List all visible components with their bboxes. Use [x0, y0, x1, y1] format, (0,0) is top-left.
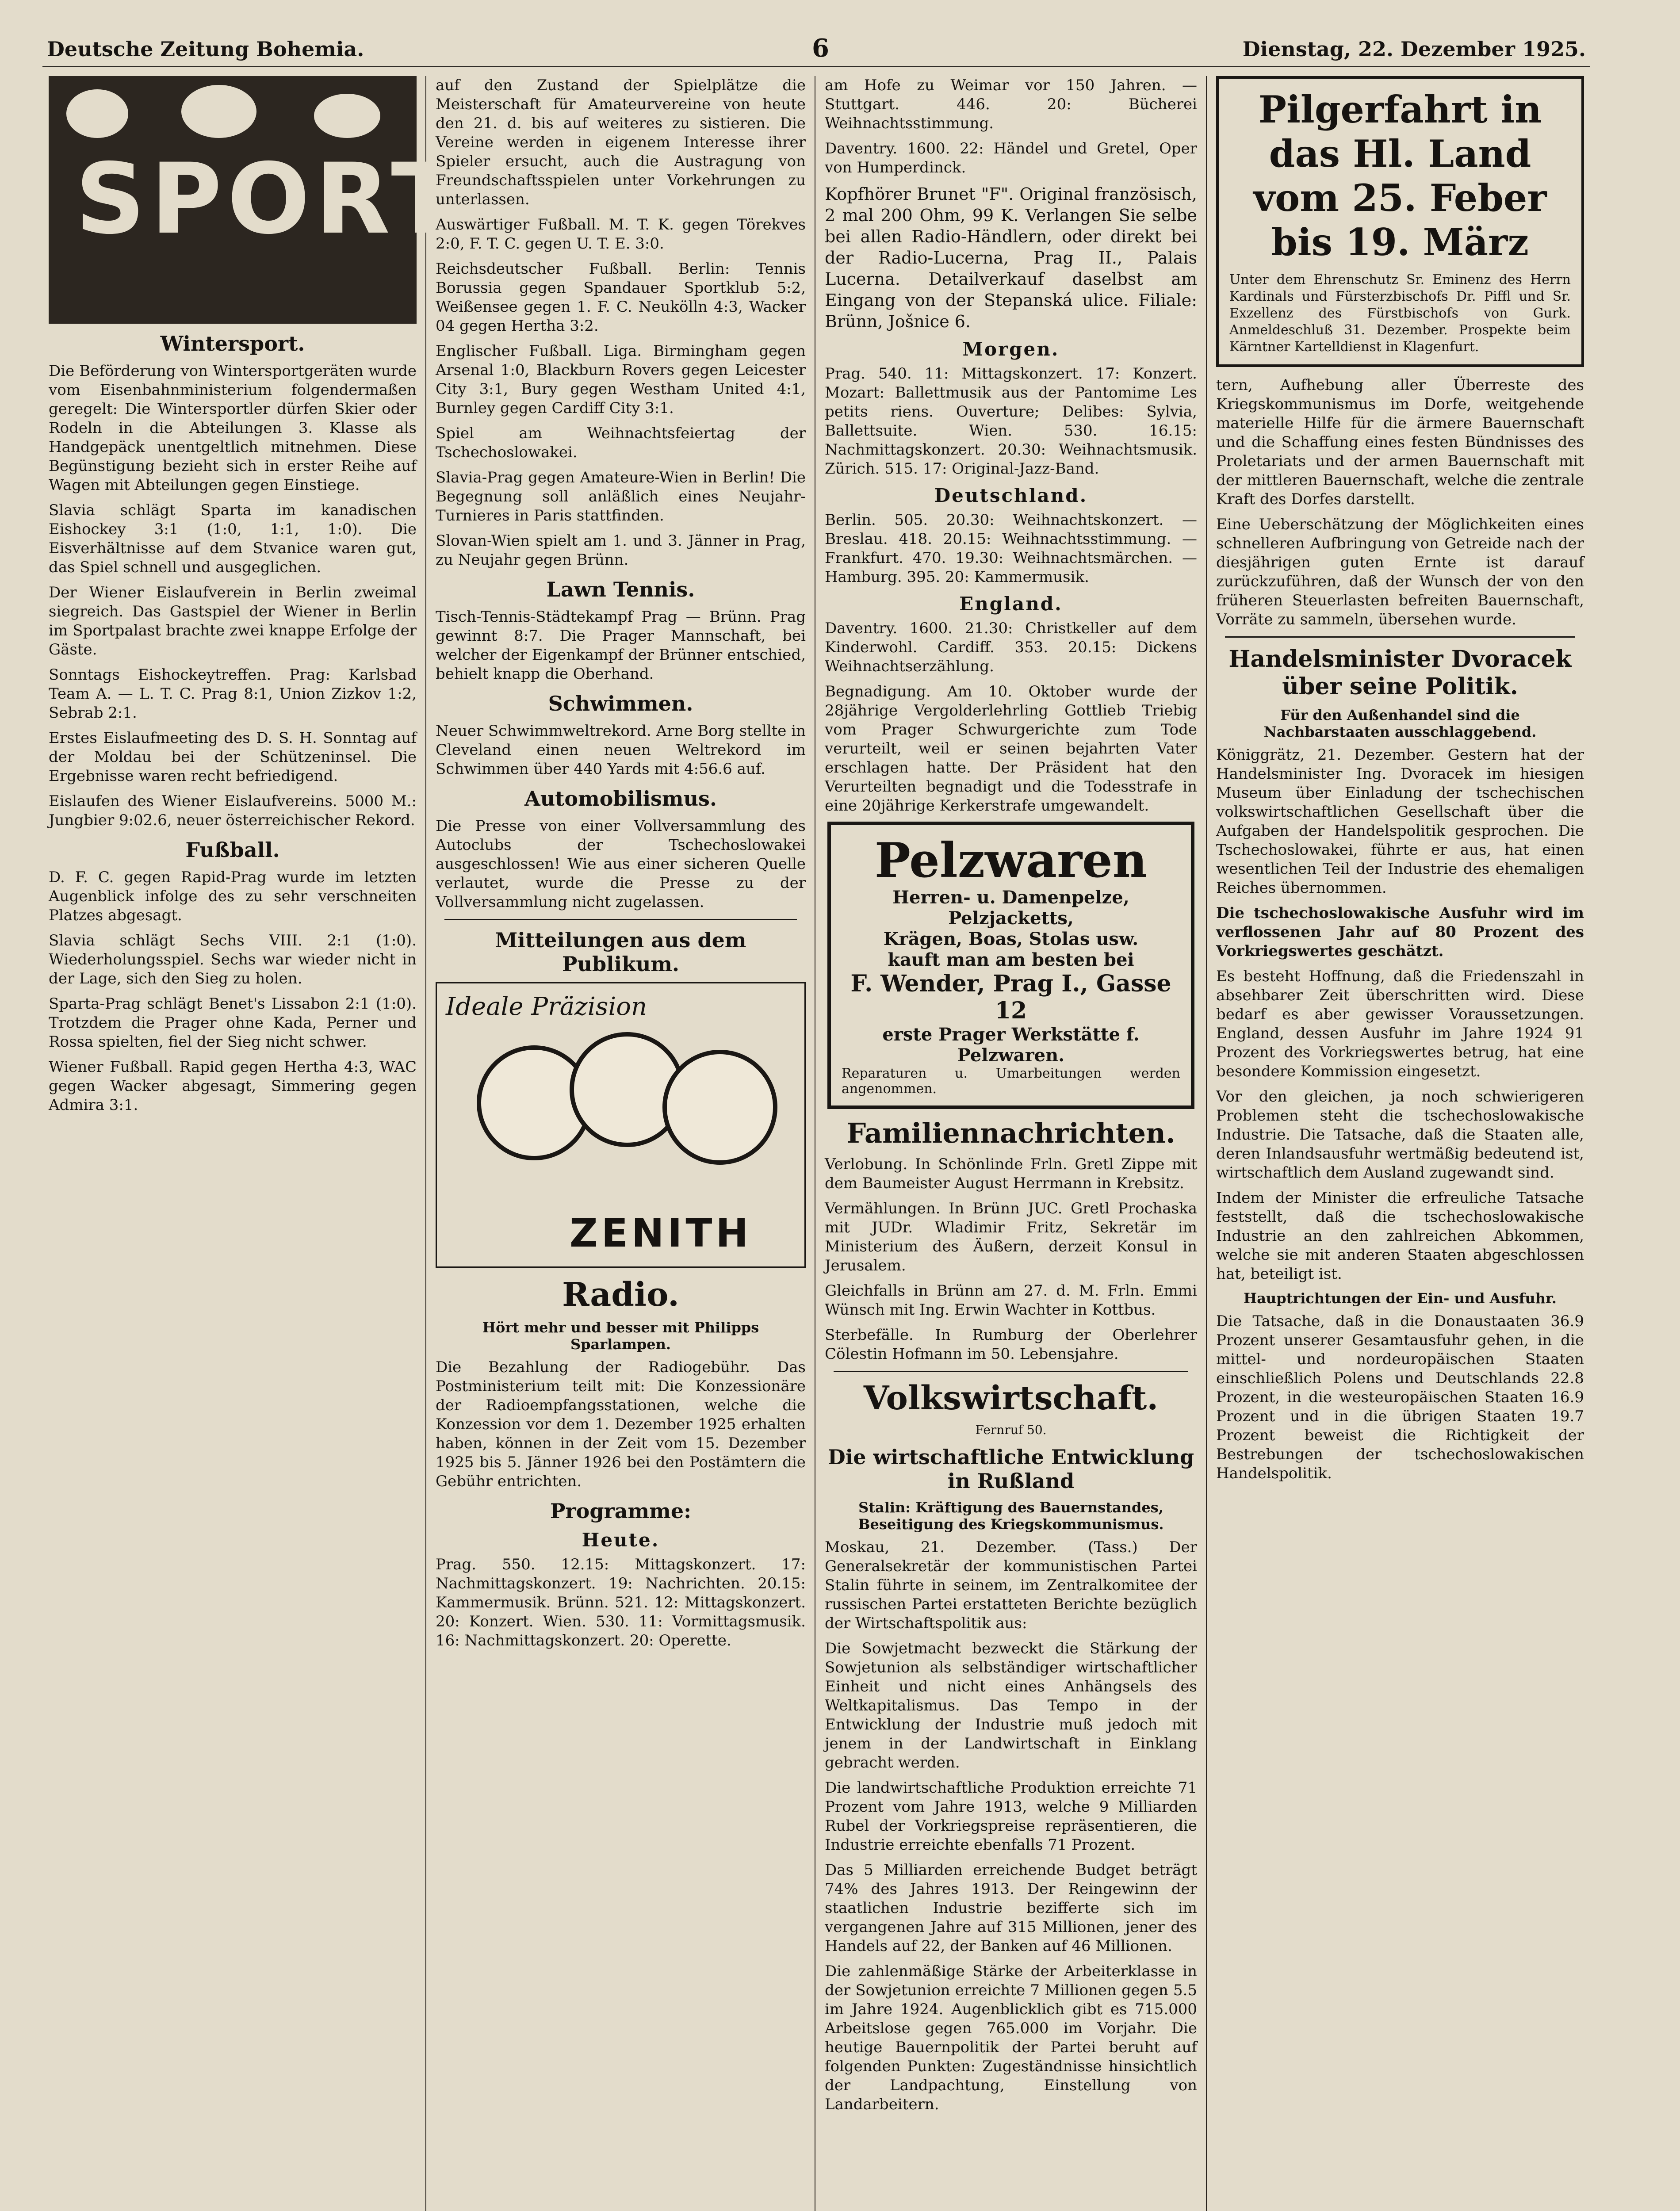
handelsminister-subheading: Für den Außenhandel sind die Nachbarstaaten ausschlaggebend.: [1263, 707, 1537, 740]
column-3: [819, 76, 1203, 2211]
article-paragraph: Die landwirtschaftliche Produktion erreichte 71 Prozent vom Jahre 1913, welche 9 Milliarden Rubel der Vorkriegspreise repräsentieren, die Industrie erreichte ebenfalls 71 Prozent.: [825, 1779, 1197, 1854]
athlete-figure-icon: [314, 94, 380, 138]
sport-banner-title: SPORT: [75, 142, 463, 256]
article-paragraph: Vermählungen. In Brünn JUC. Gretl Prochaska mit JUDr. Wladimir Fritz, Sekretär im Ministerium des Äußern, derzeit Konsul in Jerusalem.: [825, 1200, 1197, 1274]
radio-advertisement: Kopfhörer Brunet "F". Original französisch, 2 mal 200 Ohm, 99 K. Verlangen Sie selbe bei allen Radio-Händlern, oder direkt bei der Radio-Lucerna, Prag II., Palais Lucerna. Detailverkauf daselbst am Eingang von der Stepanská ulice. Filiale: Brünn, Jošnice 6.: [825, 184, 1197, 331]
column-2: [429, 76, 812, 2211]
article-paragraph: Englischer Fußball. Liga. Birmingham gegen Arsenal 1:0, Blackburn Rovers gegen Leicester City 3:1, Bury gegen Westham United 4:1, Burnley gegen Cardiff City 3:1.: [436, 342, 806, 417]
article-paragraph: Eine Ueberschätzung der Möglichkeiten eines schnelleren Aufbringung von Getreide nach der diesjährigen guten Ernte ist darauf zurückzuführen, daß der Wunsch der von den früheren Steuerlasten befreiten Bauernschaft, Vorräte zu sammeln, übersehen wurde.: [1216, 516, 1584, 628]
pilgerfahrt-note: Unter dem Ehrenschutz Sr. Eminenz des Herrn Kardinals und Fürsterzbischofs Dr. Piffl und Sr. Exzellenz des Fürstbischofs von Gurk. Anmeldeschluß 31. Dezember. Prospekte beim Kärntner Kartelldienst in Klagenfurt.: [1229, 272, 1571, 355]
article-paragraph: Tisch-Tennis-Städtekampf Prag — Brünn. Prag gewinnt 8:7. Die Prager Mannschaft, bei welcher der Eigenkampf der Brünner entschied, behielt knapp die Oberhand.: [436, 608, 806, 683]
article-paragraph: Slavia schlägt Sparta im kanadischen Eishockey 3:1 (1:0, 1:1, 1:0). Die Eisverhältnisse auf dem Stvanice waren gut, das Spiel schnell und ausgeglichen.: [49, 501, 417, 576]
article-paragraph: Die Tatsache, daß in die Donaustaaten 36.9 Prozent unserer Gesamtausfuhr gehen, in die mittel- und nordeuropäischen Staaten einschließlich Polens und Deutschlands 22.8 Prozent, in die westeuropäischen Staaten 16.9 Prozent und in die übrigen Staaten 19.7 Prozent beweist die Richtigkeit der Bestrebungen der tschechoslowakischen Handelspolitik.: [1216, 1312, 1584, 1482]
auto-heading: Automobilismus.: [524, 787, 717, 811]
handelsminister-heading: Handelsminister Dvoracek über seine Politik.: [1228, 646, 1572, 700]
zenith-advertisement: [436, 982, 806, 1268]
article-paragraph: D. F. C. gegen Rapid-Prag wurde im letzten Augenblick infolge des zu sehr verschneiten Platzes abgesagt.: [49, 868, 417, 924]
article-paragraph: Gleichfalls in Brünn am 27. d. M. Frln. Emmi Wünsch mit Ing. Erwin Wachter in Kottbus.: [825, 1282, 1197, 1319]
article-paragraph: Der Wiener Eislaufverein in Berlin zweimal siegreich. Das Gastspiel der Wiener in Berlin im Sportpalast brachte zwei knappe Erfolge der Gäste.: [49, 584, 417, 658]
header-date: Dienstag, 22. Dezember 1925.: [1242, 37, 1586, 61]
article-paragraph: Die Sowjetmacht bezweckt die Stärkung der Sowjetunion als selbständiger wirtschaftlicher Einheit und nicht eines Anhängsels des Weltkapitalismus. Das Tempo in der Entwicklung der Industrie muß jedoch mit jenem in der Landwirtschaft in Einklang gebracht werden.: [825, 1640, 1197, 1771]
familie-heading: Familiennachrichten.: [846, 1117, 1175, 1149]
hauptrichtungen-heading: Hauptrichtungen der Ein- und Ausfuhr.: [1243, 1290, 1557, 1307]
article-paragraph: Die zahlenmäßige Stärke der Arbeiterklasse in der Sowjetunion erreichte 7 Millionen gegen 5.5 im Jahre 1924. Augenblicklich gibt es 715.000 Arbeitslose gegen 765.000 im Vorjahr. Die heutige Bauernpolitik der Partei beruht auf folgenden Punkten: Zugeständnisse hinsichtlich der Landpachtung, Einstellung von Landarbeitern.: [825, 1962, 1197, 2113]
article-paragraph: Eislaufen des Wiener Eislaufvereins. 5000 M.: Jungbier 9:02.6, neuer österreichischer Rekord.: [49, 792, 417, 829]
article-paragraph: Auswärtiger Fußball. M. T. K. gegen Törekves 2:0, F. T. C. gegen U. T. E. 3:0.: [436, 216, 806, 252]
article-paragraph: Vor den gleichen, ja noch schwierigeren Problemen steht die tschechoslowakische Industrie. Die Tatsache, daß die Staaten alle, deren Inlandsausfuhr wertmäßig bedeutend ist, wirtschaftlich dem Ausland zugewandt sind.: [1216, 1088, 1584, 1182]
programme-heading: Programme:: [550, 1499, 692, 1523]
pocket-watch-icon: [662, 1050, 777, 1165]
article-paragraph: Berlin. 505. 20.30: Weihnachtskonzert. — Breslau. 418. 20.15: Weihnachtsstimmung. — Frankfurt. 470. 19.30: Weihnachtsmärchen. — Hamburg. 395. 20: Kammermusik.: [825, 511, 1197, 586]
article-paragraph: am Hofe zu Weimar vor 150 Jahren. — Stuttgart. 446. 20: Bücherei Weihnachtsstimmung.: [825, 77, 1197, 132]
article-paragraph: Erstes Eislaufmeeting des D. S. H. Sonntag auf der Moldau bei der Schützeninsel. Die Ergebnisse waren recht befriedigend.: [49, 729, 417, 785]
article-paragraph: Slavia-Prag gegen Amateure-Wien in Berlin! Die Begegnung soll anläßlich eines Neujahr-Turnieres in Paris stattfinden.: [436, 469, 806, 524]
column-1: [42, 76, 463, 2211]
sport-banner: [49, 76, 463, 324]
wintersport-heading: Wintersport.: [160, 332, 305, 356]
athlete-figure-icon: [181, 85, 256, 138]
volkswirtschaft-phone: Fernruf 50.: [975, 1423, 1047, 1437]
article-paragraph: Sonntags Eishockeytreffen. Prag: Karlsbad Team A. — L. T. C. Prag 8:1, Union Zizkov 1:2, Sebrab 2:1.: [49, 666, 417, 722]
radio-tagline: Hört mehr und besser mit Philipps Sparlampen.: [482, 1319, 759, 1353]
article-paragraph: auf den Zustand der Spielplätze die Meisterschaft für Amateurvereine von heute den 21. d. bis auf weiteres zu sistieren. Die Vereine werden in eigenem Interesse ihrer Spieler ersucht, auch die Austragung von Freundschaftsspielen unter Vorkehrungen zu unterlassen.: [436, 77, 806, 208]
pelzwaren-line: Herren- u. Damenpelze, Pelzjacketts,: [892, 887, 1129, 929]
article-paragraph: Verlobung. In Schönlinde Frln. Gretl Zippe mit dem Baumeister August Herrmann in Krebsitz.: [825, 1155, 1197, 1192]
pelzwaren-line: kauft man am besten bei: [888, 949, 1134, 970]
article-paragraph: tern, Aufhebung aller Überreste des Kriegskommunismus im Dorfe, weitgehende materielle Hilfe für die ärmere Bauernschaft und die Schaffung eines festen Bündnisses des Proletariats und der armen Bauernschaft mit der mittleren Bauernschaft, welche die zentrale Kraft des Dorfes darstellt.: [1216, 376, 1584, 508]
article-paragraph: Das 5 Milliarden erreichende Budget beträgt 74% des Jahres 1913. Der Reingewinn der staatlichen Industrie bezifferte sich im vergangenen Jahre auf 315 Millionen, jener des Handels auf 22, der Banken auf 46 Millionen.: [825, 1861, 1197, 1955]
pelzwaren-advertisement: [827, 822, 1194, 1109]
schwimmen-heading: Schwimmen.: [548, 692, 693, 715]
article-paragraph: Prag. 550. 12.15: Mittagskonzert. 17: Nachmittagskonzert. 19: Nachrichten. 20.15: Kammermusik. Brünn. 521. 12: Mittagskonzert. 20: Konzert. Wien. 530. 11: Vormittagsmusik. 16: Nachmittagskonzert. 20: Operette.: [436, 1556, 806, 1649]
pelzwaren-line: Krägen, Boas, Stolas usw.: [883, 929, 1139, 949]
volkswirtschaft-heading: Volkswirtschaft.: [863, 1379, 1159, 1417]
divider: [444, 919, 797, 920]
column-4: [1210, 76, 1590, 2211]
programme-today: Heute.: [582, 1529, 660, 1551]
article-paragraph: Die Beförderung von Wintersportgeräten wurde vom Eisenbahnministerium folgendermaßen geregelt: Die Wintersportler dürfen Skier oder Rodeln in die Abteilungen 3. Klasse als Handgepäck unentgeltlich mitnehmen. Diese Begünstigung bezieht sich in erster Reihe auf Wagen mit Abteilungen gegen Einstiege.: [49, 362, 417, 494]
pelzwaren-title: Pelzwaren: [874, 833, 1148, 888]
pilgerfahrt-title: Pilgerfahrt in das Hl. Land vom 25. Feber bis 19. März: [1253, 88, 1547, 264]
programme-germany: Deutschland.: [934, 485, 1088, 506]
article-paragraph: Wiener Fußball. Rapid gegen Hertha 4:3, WAC gegen Wacker abgesagt, Simmering gegen Admira 3:1.: [49, 1058, 417, 1114]
article-paragraph: Prag. 540. 11: Mittagskonzert. 17: Konzert. Mozart: Ballettmusik aus der Pantomime Les petits riens. Ouverture; Delibes: Sylvia, Ballettsuite. Wien. 530. 16.15: Nachmittagskonzert. 20.30: Weihnachtsmusik. Zürich. 515. 17: Original-Jazz-Band.: [825, 365, 1197, 478]
zenith-caption: Ideale Präzision: [446, 992, 647, 1021]
column-rule: [425, 76, 426, 2211]
article-paragraph: Königgrätz, 21. Dezember. Gestern hat der Handelsminister Ing. Dvoracek im hiesigen Museum über Einladung der tschechischen volkswirtschaftlichen Gesellschaft über die Aufgaben der Handelspolitik gesprochen. Die Tschechoslowakei, führte er aus, hat einen wesentlichen Teil der Industrie des ehemaligen Reiches übernommen.: [1216, 746, 1584, 897]
divider: [834, 1371, 1188, 1372]
article-paragraph: Reichsdeutscher Fußball. Berlin: Tennis Borussia gegen Spandauer Sportklub 5:2, Weißensee gegen 1. F. C. Neukölln 4:3, Wacker 04 gegen Hertha 3:2.: [436, 260, 806, 335]
article-paragraph: Daventry. 1600. 21.30: Christkeller auf dem Kinderwohl. Cardiff. 353. 20.15: Dickens Weihnachtserzählung.: [825, 620, 1197, 675]
pelzwaren-note: Reparaturen u. Umarbeitungen werden angenommen.: [842, 1066, 1180, 1097]
header-page-number: 6: [812, 34, 829, 63]
column-rule: [1206, 76, 1207, 2211]
pilgerfahrt-advertisement: [1216, 76, 1584, 367]
article-paragraph: Die tschechoslowakische Ausfuhr wird im verflossenen Jahr auf 80 Prozent des Vorkriegswertes geschätzt.: [1216, 904, 1584, 960]
article-paragraph: Indem der Minister die erfreuliche Tatsache feststellt, daß die tschechoslowakische Industrie an den zahlreichen Abkommen, welche sie mit anderen Staaten abgeschlossen hat, beteiligt ist.: [1216, 1189, 1584, 1283]
article-paragraph: Neuer Schwimmweltrekord. Arne Borg stellte in Cleveland einen neuen Weltrekord im Schwimmen über 440 Yards mit 4:56.6 auf.: [436, 722, 806, 778]
radio-heading: Radio.: [562, 1276, 679, 1314]
pelzwaren-firm: F. Wender, Prag I., Gasse 12: [850, 970, 1171, 1024]
russland-heading: Die wirtschaftliche Entwicklung in Rußland: [827, 1445, 1194, 1493]
newspaper-page: [42, 34, 1590, 2211]
russland-subheading: Stalin: Kräftigung des Bauernstandes, Beseitigung des Kriegskommunismus.: [858, 1499, 1164, 1533]
tennis-heading: Lawn Tennis.: [546, 578, 695, 601]
pelzwaren-line: erste Prager Werkstätte f. Pelzwaren.: [882, 1024, 1140, 1066]
article-paragraph: Sterbefälle. In Rumburg der Oberlehrer Cölestin Hofmann im 50. Lebensjahre.: [825, 1326, 1197, 1363]
article-paragraph: Slavia schlägt Sechs VIII. 2:1 (1:0). Wiederholungsspiel. Sechs war wieder nicht in der Lage, sich den Sieg zu holen.: [49, 932, 417, 987]
athlete-figure-icon: [66, 89, 128, 138]
header-paper-name: Deutsche Zeitung Bohemia.: [47, 37, 364, 61]
article-paragraph: Sparta-Prag schlägt Benet's Lissabon 2:1 (1:0). Trotzdem die Prager ohne Kada, Perner und Rossa spielten, fiel der Sieg nicht schwer.: [49, 995, 417, 1051]
page-header: [42, 34, 1590, 62]
article-paragraph: Die Bezahlung der Radiogebühr. Das Postministerium teilt mit: Die Konzessionäre der Radioempfangsstationen, welche die Konzession vor dem 1. Dezember 1925 erhalten haben, können in der Zeit vom 15. Dezember 1925 bis 5. Jänner 1926 bei den Postämtern die Gebühr entrichten.: [436, 1358, 806, 1490]
article-paragraph: Daventry. 1600. 22: Händel und Gretel, Oper von Humperdinck.: [825, 140, 1197, 176]
programme-england: England.: [959, 593, 1063, 615]
article-paragraph: Die Presse von einer Vollversammlung des Autoclubs der Tschechoslowakei ausgeschlossen! Wie aus einer sicheren Quelle verlautet, wurde die Presse zu der Vollversammlung nicht zugelassen.: [436, 817, 806, 911]
article-paragraph: Begnadigung. Am 10. Oktober wurde der 28jährige Vergolderlehrling Gottlieb Triebig vom Prager Schwurgerichte zum Tode verurteilt, weil er seinen bejahrten Vater erschlagen hatte. Der Präsident hat den Verurteilten begnadigt und die Todesstrafe in eine 20jährige Kerkerstrafe umgewandelt.: [825, 683, 1197, 815]
divider: [1225, 636, 1575, 638]
programme-tomorrow: Morgen.: [962, 338, 1060, 360]
publikum-heading: Mitteilungen aus dem Publikum.: [495, 928, 746, 976]
fussball-heading: Fußball.: [185, 838, 280, 862]
article-paragraph: Moskau, 21. Dezember. (Tass.) Der Generalsekretär der kommunistischen Partei Stalin führte in seinem, im Zentralkomitee der russischen Partei erstatteten Berichte bezüglich der Wirtschaftspolitik aus:: [825, 1538, 1197, 1632]
article-paragraph: Es besteht Hoffnung, daß die Friedenszahl in absehbarer Zeit überschritten wird. Diese bedarf es aber gewisser Voraussetzungen. England, dessen Ausfuhr im Jahre 1924 91 Prozent des Vorkriegswertes betrug, hat eine besondere Kommission eingesetzt.: [1216, 968, 1584, 1080]
article-paragraph: Spiel am Weihnachtsfeiertag der Tschechoslowakei.: [436, 425, 806, 461]
article-paragraph: Slovan-Wien spielt am 1. und 3. Jänner in Prag, zu Neujahr gegen Brünn.: [436, 532, 806, 569]
zenith-brand: ZENITH: [570, 1210, 752, 1256]
